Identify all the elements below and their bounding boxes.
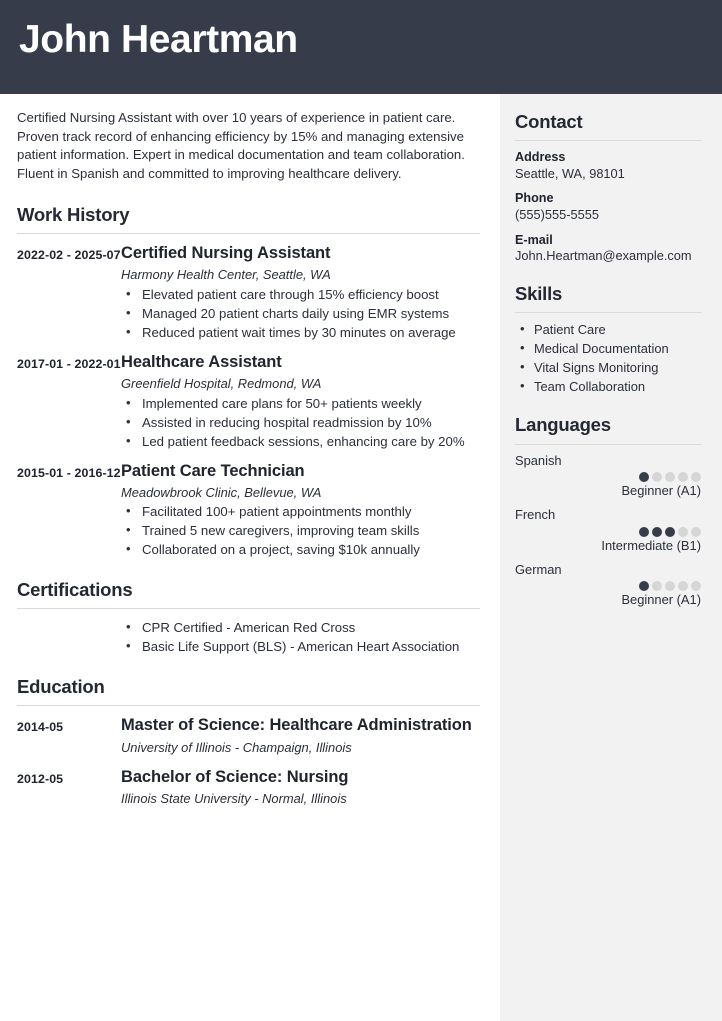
- school-name: University of Illinois - Champaign, Illinois: [121, 739, 352, 755]
- degree-title: Bachelor of Science: Nursing: [121, 768, 349, 787]
- list-item: • Reduced patient wait times by 30 minutes on average: [121, 324, 480, 342]
- list-item: • Patient Care: [515, 321, 702, 340]
- list-item: • Collaborated on a project, saving $10k annually: [121, 541, 480, 559]
- rating-dot-filled-icon: [639, 581, 649, 591]
- language-item: [515, 562, 702, 610]
- certification-items: [121, 619, 480, 656]
- rating-dot-filled-icon: [639, 527, 649, 537]
- entry-dates: 2015-01 - 2016-12: [17, 465, 121, 480]
- work-history-entry: [17, 352, 480, 451]
- language-name: German: [515, 561, 562, 577]
- list-item: • Medical Documentation: [515, 340, 702, 359]
- entry-dates: 2012-05: [17, 772, 64, 787]
- list-item: • Basic Life Support (BLS) - American Heart Association: [121, 638, 480, 656]
- list-item: • Assisted in reducing hospital readmission by 10%: [121, 414, 480, 432]
- employer: Harmony Health Center, Seattle, WA: [121, 267, 331, 283]
- section-divider: [515, 312, 702, 313]
- section-title-education: Education: [17, 676, 105, 698]
- section-work-history: [17, 204, 480, 559]
- list-item: • Elevated patient care through 15% efficiency boost: [121, 286, 480, 304]
- rating-dot-empty-icon: [691, 527, 701, 537]
- certifications-spacer: [17, 618, 121, 656]
- rating-dot-empty-icon: [665, 581, 675, 591]
- sidebar-column: [500, 94, 722, 1021]
- page-title: John Heartman: [19, 18, 298, 61]
- rating-dot-empty-icon: [691, 581, 701, 591]
- skills-list: [515, 321, 702, 396]
- certifications-wrap: [17, 618, 480, 656]
- rating-dot-empty-icon: [652, 581, 662, 591]
- entry-dates: 2022-02 - 2025-07: [17, 248, 121, 263]
- address-value: Seattle, WA, 98101: [515, 165, 625, 181]
- section-education: [17, 676, 480, 809]
- entry-body: [121, 243, 480, 342]
- employer: Greenfield Hospital, Redmond, WA: [121, 375, 322, 391]
- list-item: • Implemented care plans for 50+ patients weekly: [121, 395, 480, 413]
- work-history-list: [17, 243, 480, 559]
- section-title-skills: Skills: [515, 282, 563, 304]
- education-entry: [17, 767, 480, 809]
- rating-dot-empty-icon: [678, 527, 688, 537]
- phone-value: (555)555-5555: [515, 206, 599, 222]
- job-title: Patient Care Technician: [121, 461, 305, 480]
- language-item: [515, 453, 702, 501]
- rating-dot-filled-icon: [639, 472, 649, 482]
- rating-dot-empty-icon: [652, 472, 662, 482]
- email-label: E-mail: [515, 232, 553, 247]
- section-divider: [17, 608, 480, 609]
- section-title-certifications: Certifications: [17, 579, 133, 601]
- section-title-work-history: Work History: [17, 203, 130, 225]
- responsibility-list: [121, 286, 480, 342]
- language-name: Spanish: [515, 452, 562, 468]
- proficiency-rating: [515, 581, 702, 591]
- entry-dates: 2014-05: [17, 720, 64, 735]
- rating-dot-filled-icon: [665, 527, 675, 537]
- job-title: Healthcare Assistant: [121, 352, 282, 371]
- entry-body: [121, 352, 480, 451]
- responsibility-list: [121, 395, 480, 451]
- proficiency-rating: [515, 472, 702, 482]
- language-name: French: [515, 507, 556, 523]
- school-name: Illinois State University - Normal, Illinois: [121, 791, 347, 807]
- list-item: • Facilitated 100+ patient appointments monthly: [121, 503, 480, 521]
- language-level: Intermediate (B1): [601, 537, 701, 553]
- phone-label: Phone: [515, 191, 554, 206]
- rating-dot-empty-icon: [665, 472, 675, 482]
- rating-dot-empty-icon: [691, 472, 701, 482]
- languages-list: [515, 453, 702, 610]
- work-history-entry: [17, 243, 480, 342]
- section-divider: [17, 233, 480, 234]
- language-level: Beginner (A1): [621, 592, 701, 608]
- proficiency-rating: [515, 527, 702, 537]
- language-item: [515, 507, 702, 555]
- list-item: • Team Collaboration: [515, 378, 702, 397]
- section-divider: [515, 140, 702, 141]
- certifications-list: [121, 618, 480, 656]
- list-item: • Trained 5 new caregivers, improving team skills: [121, 522, 480, 540]
- entry-body: [121, 715, 480, 757]
- work-history-entry: [17, 461, 480, 560]
- education-list: [17, 715, 480, 809]
- entry-body: [121, 461, 480, 560]
- main-column: [0, 94, 500, 1021]
- language-level: Beginner (A1): [621, 483, 701, 499]
- education-entry: [17, 715, 480, 757]
- address-label: Address: [515, 150, 566, 165]
- list-item: • Led patient feedback sessions, enhancing care by 20%: [121, 433, 480, 451]
- email-value[interactable]: John.Heartman@example.com: [515, 248, 692, 264]
- section-divider: [17, 705, 480, 706]
- list-item: • Vital Signs Monitoring: [515, 359, 702, 378]
- rating-dot-empty-icon: [678, 581, 688, 591]
- section-contact: [515, 111, 702, 265]
- employer: Meadowbrook Clinic, Bellevue, WA: [121, 484, 322, 500]
- section-title-languages: Languages: [515, 414, 611, 436]
- responsibility-list: [121, 503, 480, 559]
- entry-body: [121, 767, 480, 809]
- section-languages: [515, 414, 702, 609]
- section-title-contact: Contact: [515, 111, 583, 132]
- entry-dates: 2017-01 - 2022-01: [17, 356, 121, 371]
- professional-summary: Certified Nursing Assistant with over 10 years of experience in patient care. Proven track record of enhancing efficiency by 15% and managing extensive patient information. Expert in medical documentation and team collaboration. Fluent in Spanish and committed to improving healthcare delivery.: [17, 110, 465, 182]
- section-skills: [515, 283, 702, 397]
- section-divider: [515, 444, 702, 445]
- section-certifications: [17, 579, 480, 656]
- rating-dot-filled-icon: [652, 527, 662, 537]
- rating-dot-empty-icon: [678, 472, 688, 482]
- job-title: Certified Nursing Assistant: [121, 244, 331, 263]
- list-item: • CPR Certified - American Red Cross: [121, 619, 480, 637]
- resume-header: [0, 0, 722, 94]
- degree-title: Master of Science: Healthcare Administration: [121, 716, 472, 735]
- list-item: • Managed 20 patient charts daily using EMR systems: [121, 305, 480, 323]
